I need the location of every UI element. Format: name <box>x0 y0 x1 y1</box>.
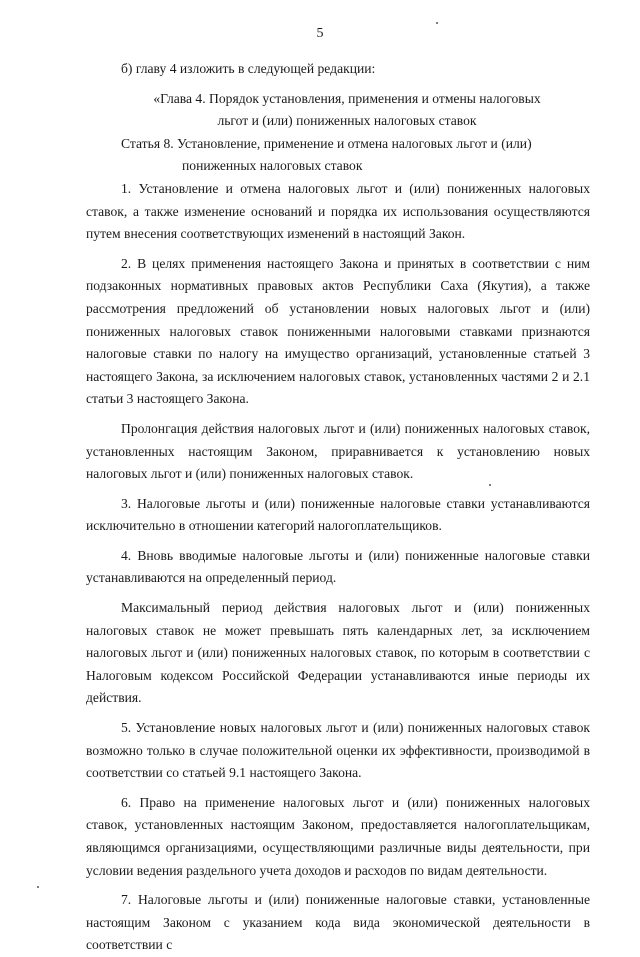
page-number: 5 <box>316 26 324 41</box>
paragraph-4-max-period: Максимальный период действия налоговых льгот и (или) пониженных налоговых ставок не может превышать пять календарных лет, за исключением налоговых льгот и (или) пониженных налоговых ставок, по которым в соответствии с Налоговым кодексом Российской Федерации устанавливаются иные периоды их действия. <box>86 600 590 706</box>
amendment-intro: б) главу 4 изложить в следующей редакции: <box>121 61 376 76</box>
paragraph-6: 6. Право на применение налоговых льгот и (или) пониженных налоговых ставок, установленных настоящим Законом, предоставляется налогоплательщикам, являющимся организациями, осуществляющими различные виды деятельности, при условии ведения раздельного учета доходов и расходов по видам деятельности. <box>86 794 590 878</box>
paragraph-3: 3. Налоговые льготы и (или) пониженные налоговые ставки устанавливаются исключительно в отношении категорий налогоплательщиков. <box>86 495 590 534</box>
article-heading-line-1: Статья 8. Установление, применение и отмена налоговых льгот и (или) <box>121 135 532 151</box>
scan-speck <box>37 886 39 888</box>
chapter-heading-line-2: льгот и (или) пониженных налоговых ставок <box>217 113 477 129</box>
scan-speck <box>436 22 438 24</box>
article-heading-line-2: пониженных налоговых ставок <box>182 158 363 174</box>
paragraph-2-prolongation: Пролонгация действия налоговых льгот и (или) пониженных налоговых ставок, установленных настоящим Законом, приравнивается к установлению новых налоговых льгот и (или) пониженных налоговых ставок. <box>86 420 590 482</box>
chapter-heading-line-1: «Глава 4. Порядок установления, применения и отмены налоговых <box>153 90 541 106</box>
paragraph-7: 7. Налоговые льготы и (или) пониженные налоговые ставки, установленные настоящим Законом с указанием кода вида экономической деятельности в соответствии с <box>86 892 590 953</box>
document-body <box>86 58 590 957</box>
paragraph-2: 2. В целях применения настоящего Закона и принятых в соответствии с ним подзаконных нормативных правовых актов Республики Саха (Якутия), а также рассмотрения предложений об установлении новых налоговых льгот и (или) пониженных налоговых ставок пониженными налоговыми ставками признаются налоговые ставки по налогу на имущество организаций, установленные статьей 3 настоящего Закона, за исключением налоговых ставок, установленных частями 2 и 2.1 статьи 3 настоящего Закона. <box>86 255 590 407</box>
paragraph-4: 4. Вновь вводимые налоговые льготы и (или) пониженные налоговые ставки устанавливаются на определенный период. <box>86 547 590 586</box>
paragraph-1: 1. Установление и отмена налоговых льгот и (или) пониженных налоговых ставок, а также изменение оснований и порядка их использования осуществляются путем внесения соответствующих изменений в настоящий Закон. <box>86 180 590 242</box>
paragraph-5: 5. Установление новых налоговых льгот и (или) пониженных налоговых ставок возможно только в случае положительной оценки их эффективности, производимой в соответствии со статьей 9.1 настоящего Закона. <box>86 720 590 781</box>
